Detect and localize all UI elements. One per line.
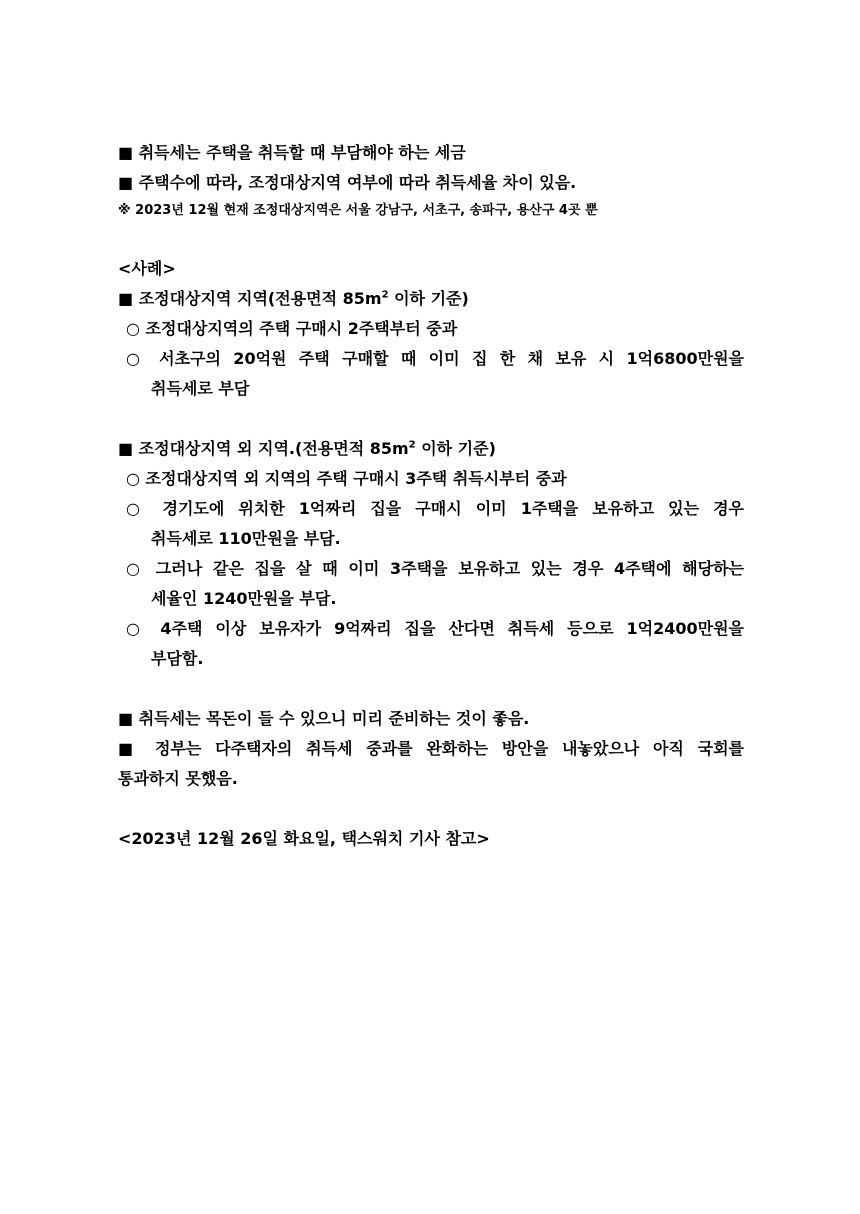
source-reference: <2023년 12월 26일 화요일, 택스워치 기사 참고> [118,829,490,848]
non-regulated-item-4-line-1: ○ 4주택 이상 보유자가 9억짜리 집을 산다면 취득세 등으로 1억2400만원을 [126,619,744,638]
non-regulated-item-2-line-2: 취득세로 110만원을 부담. [151,529,341,548]
regulated-area-title-superscript: 2 [381,289,389,301]
regulated-area-title-suffix: 이하 기준) [388,289,469,308]
non-regulated-area-title-text: ■ 조정대상지역 외 지역.(전용면적 85m [118,439,409,458]
non-regulated-area-title-suffix: 이하 기준) [415,439,496,458]
non-regulated-item-3-line-2: 세율인 1240만원을 부담. [151,589,337,608]
regulated-item-2-line-2: 취득세로 부담 [151,379,250,398]
non-regulated-item-2-line-1: ○ 경기도에 위치한 1억짜리 집을 구매시 이미 1주택을 보유하고 있는 경우 [126,499,744,518]
non-regulated-item-3-line-1: ○ 그러나 같은 집을 살 때 이미 3주택을 보유하고 있는 경우 4주택에 해당하는 [126,559,744,578]
intro-definition: ■ 취득세는 주택을 취득할 때 부담해야 하는 세금 [118,143,466,162]
closing-government-line-1: ■ 정부는 다주택자의 취득세 중과를 완화하는 방안을 내놓았으나 아직 국회를 [118,739,744,758]
non-regulated-item-1: ○ 조정대상지역 외 지역의 주택 구매시 3주택 취득시부터 중과 [126,469,567,488]
spacer [118,404,744,434]
regulated-area-title [118,284,744,314]
document-body [118,138,744,854]
regulated-item-2-line-1: ○ 서초구의 20억원 주택 구매할 때 이미 집 한 채 보유 시 1억6800만원을 [126,349,744,368]
spacer [118,224,744,254]
regulated-item-1: ○ 조정대상지역의 주택 구매시 2주택부터 중과 [126,319,458,338]
closing-advice: ■ 취득세는 목돈이 들 수 있으니 미리 준비하는 것이 좋음. [118,709,530,728]
spacer [118,674,744,704]
regulated-area-title-text: ■ 조정대상지역 지역(전용면적 85m [118,289,382,308]
non-regulated-item-4-line-2: 부담함. [151,649,204,668]
non-regulated-area-title [118,434,744,464]
spacer [118,794,744,824]
non-regulated-area-title-superscript: 2 [408,439,416,451]
intro-rate-difference: ■ 주택수에 따라, 조정대상지역 여부에 따라 취득세율 차이 있음. [118,173,577,192]
intro-note: ※ 2023년 12월 현재 조정대상지역은 서울 강남구, 서초구, 송파구, 용산구 4곳 뿐 [118,203,598,218]
closing-government-line-2: 통과하지 못했음. [118,769,238,788]
cases-heading: <사례> [118,259,176,278]
